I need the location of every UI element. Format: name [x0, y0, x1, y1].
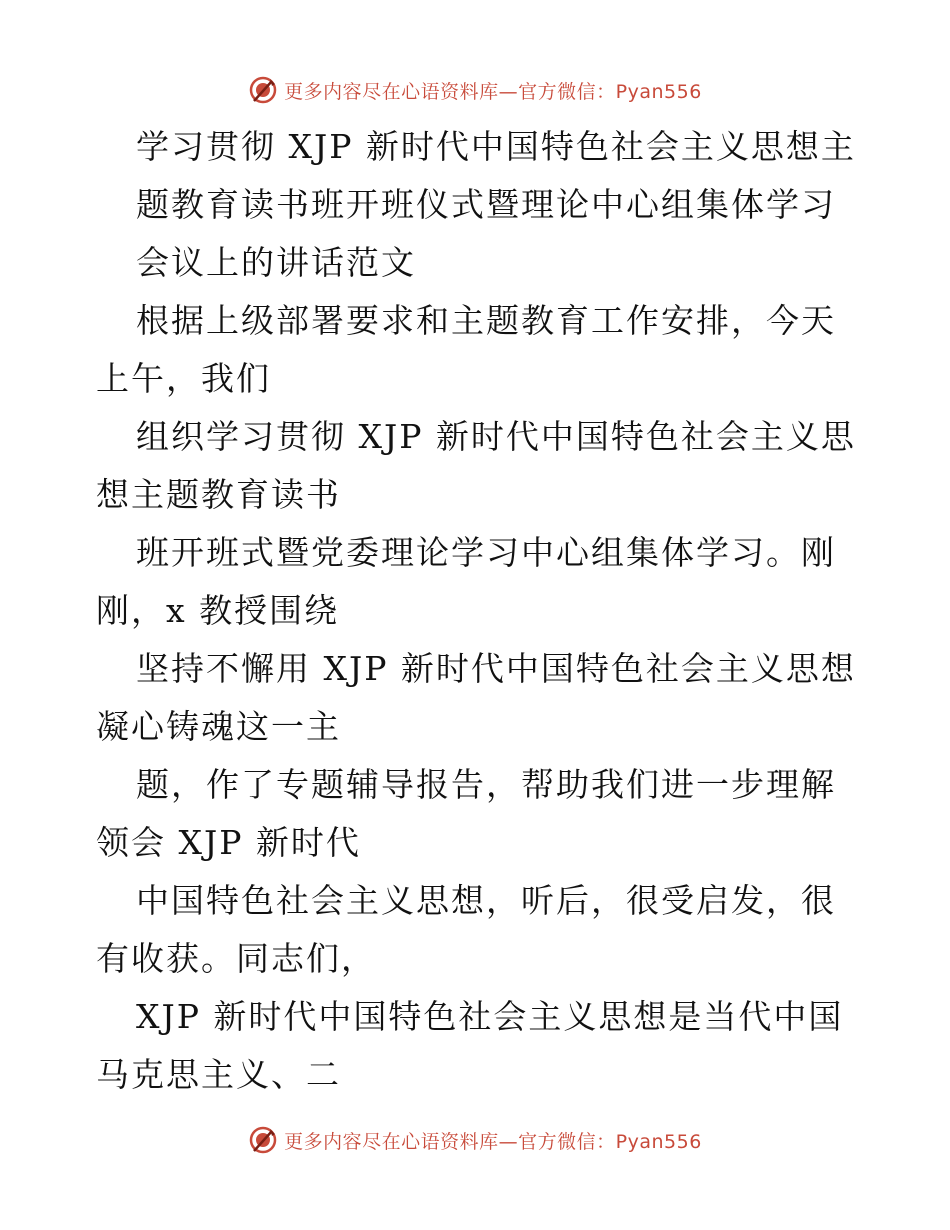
paragraph: 班开班式暨党委理论学习中心组集体学习。刚刚，x 教授围绕 [96, 533, 836, 630]
document-body [96, 118, 856, 1104]
paragraph: 中国特色社会主义思想，听后，很受启发，很有收获。同志们， [96, 881, 836, 978]
paragraph: 题，作了专题辅导报告，帮助我们进一步理解领会 XJP 新时代 [96, 765, 836, 862]
quill-pen-seal-icon [248, 75, 278, 105]
header-watermark-banner [0, 70, 950, 110]
quill-pen-seal-icon [248, 1125, 278, 1155]
footer-watermark-banner [0, 1120, 950, 1160]
paragraph: 组织学习贯彻 XJP 新时代中国特色社会主义思想主题教育读书 [96, 417, 856, 514]
document-title: 学习贯彻 XJP 新时代中国特色社会主义思想主题教育读书班开班仪式暨理论中心组集体学习会议上的讲话范文 [136, 127, 856, 282]
watermark-text: 更多内容尽在心语资料库—官方微信：Pyan556 [284, 1130, 702, 1153]
paragraph: XJP 新时代中国特色社会主义思想是当代中国马克思主义、二 [96, 997, 844, 1094]
paragraph: 坚持不懈用 XJP 新时代中国特色社会主义思想凝心铸魂这一主 [96, 649, 856, 746]
watermark-text: 更多内容尽在心语资料库—官方微信：Pyan556 [284, 80, 702, 103]
paragraph: 根据上级部署要求和主题教育工作安排，今天上午，我们 [96, 301, 836, 398]
